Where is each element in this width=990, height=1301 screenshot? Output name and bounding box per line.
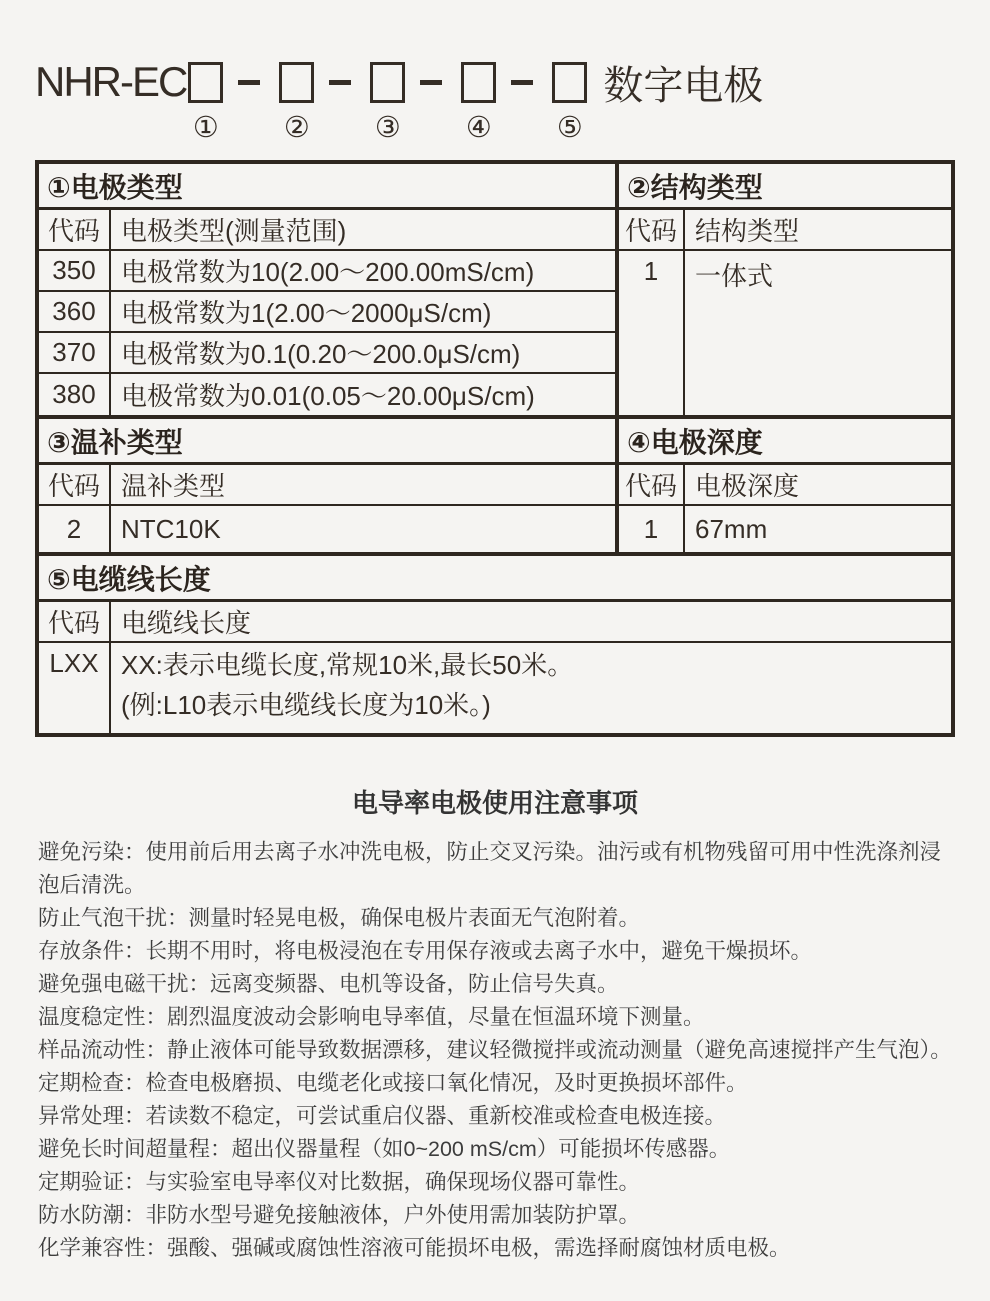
table-row [39, 643, 951, 733]
note-item: 化学兼容性：强酸、强碱或腐蚀性溶液可能损坏电极，需选择耐腐蚀材质电极。 [38, 1236, 791, 1260]
row-desc: 一体式 [695, 261, 774, 291]
model-dash-4 [511, 80, 533, 85]
model-digit-box-3 [370, 62, 405, 103]
section-electrode-depth [619, 419, 951, 552]
model-dash-1 [238, 80, 260, 85]
note-item: 防水防潮：非防水型号避免接触液体，户外使用需加装防护罩。 [38, 1203, 641, 1227]
row-code: 1 [619, 251, 685, 415]
spec-table [35, 160, 955, 737]
col-header-desc: 结构类型 [695, 216, 800, 246]
table-block-2 [39, 419, 951, 552]
table-block-1 [39, 164, 951, 415]
table-row [619, 506, 951, 552]
note-item: 避免强电磁干扰：远离变频器、电机等设备，防止信号失真。 [38, 972, 619, 996]
position-marker-1: ① [192, 111, 219, 144]
table-row [39, 292, 615, 333]
section-header-temp-compensation: ③温补类型 [39, 419, 615, 465]
note-item: 温度稳定性：剧烈温度波动会影响电导率值，尽量在恒温环境下测量。 [38, 1005, 705, 1029]
row-code: 350 [39, 251, 111, 290]
note-item: 避免污染：使用前后用去离子水冲洗电极，防止交叉污染。油污或有机物残留可用中性洗涤剂浸泡后清洗。 [38, 840, 942, 897]
col-header-desc: 电极类型(测量范围) [121, 216, 347, 246]
row-desc: 电极常数为1(2.00～2000μS/cm) [121, 298, 492, 328]
model-digit-box-5 [552, 62, 587, 103]
position-marker-3: ③ [374, 111, 401, 144]
table-row [39, 333, 615, 374]
row-code: 370 [39, 333, 111, 372]
notes-title: 电导率电极使用注意事项 [351, 788, 638, 818]
model-dash-2 [329, 80, 351, 85]
position-markers-row [35, 108, 990, 146]
row-desc: 电极常数为10(2.00～200.00mS/cm) [121, 257, 535, 287]
col-header-code: 代码 [39, 210, 111, 249]
position-marker-5: ⑤ [556, 111, 583, 144]
note-item: 样品流动性：静止液体可能导致数据漂移，建议轻微搅拌或流动测量（避免高速搅拌产生气泡）。 [38, 1038, 952, 1062]
col-header-desc: 温补类型 [121, 471, 226, 501]
section-temp-compensation [39, 419, 615, 552]
note-item: 异常处理：若读数不稳定，可尝试重启仪器、重新校准或检查电极连接。 [38, 1104, 727, 1128]
col-header-desc: 电极深度 [695, 471, 800, 501]
section-structure-type [619, 164, 951, 415]
position-marker-4: ④ [465, 111, 492, 144]
note-item: 防止气泡干扰：测量时轻晃电极，确保电极片表面无气泡附着。 [38, 906, 641, 930]
model-digit-box-1 [188, 62, 223, 103]
col-header-desc: 电缆线长度 [121, 608, 252, 638]
column-header-row [619, 210, 951, 251]
spec-sheet-page [0, 56, 990, 1301]
table-row [619, 251, 951, 415]
column-header-row [39, 210, 615, 251]
table-row [39, 374, 615, 415]
row-code: 1 [619, 506, 685, 552]
position-marker-2: ② [283, 111, 310, 144]
col-header-code: 代码 [619, 465, 685, 504]
row-desc: NTC10K [121, 513, 221, 544]
row-desc: 电极常数为0.1(0.20～200.0μS/cm) [121, 339, 521, 369]
column-header-row [39, 465, 615, 506]
col-header-code: 代码 [619, 210, 685, 249]
row-code: 360 [39, 292, 111, 331]
note-item: 定期验证：与实验室电导率仪对比数据，确保现场仪器可靠性。 [38, 1170, 641, 1194]
model-prefix: NHR-EC [35, 58, 187, 105]
model-code-line [35, 56, 990, 108]
section-header-electrode-depth: ④电极深度 [619, 419, 951, 465]
model-digit-box-2 [279, 62, 314, 103]
row-code: 380 [39, 374, 111, 415]
note-item: 定期检查：检查电极磨损、电缆老化或接口氧化情况，及时更换损坏部件。 [38, 1071, 748, 1095]
row-desc: 67mm [695, 513, 768, 544]
section-header-cable-length: ⑤电缆线长度 [39, 556, 951, 602]
note-item: 避免长时间超量程：超出仪器量程（如0~200 mS/cm）可能损坏传感器。 [38, 1137, 731, 1161]
column-header-row [39, 602, 951, 643]
col-header-code: 代码 [39, 465, 111, 504]
col-header-code: 代码 [39, 602, 111, 641]
table-row [39, 506, 615, 552]
column-header-row [619, 465, 951, 506]
model-suffix-label: 数字电极 [603, 63, 764, 108]
row-desc [111, 643, 951, 733]
note-item: 存放条件：长期不用时，将电极浸泡在专用保存液或去离子水中，避免干燥损坏。 [38, 939, 813, 963]
section-electrode-type [39, 164, 615, 415]
cable-length-desc-line1: XX:表示电缆长度,常规10米,最长50米。 [121, 650, 574, 680]
model-dash-3 [420, 80, 442, 85]
section-header-structure-type: ②结构类型 [619, 164, 951, 210]
section-header-electrode-type: ①电极类型 [39, 164, 615, 210]
table-row [39, 251, 615, 292]
row-desc: 电极常数为0.01(0.05～20.00μS/cm) [121, 381, 535, 411]
row-code: LXX [39, 643, 111, 733]
notes-list [38, 836, 954, 1265]
section-cable-length [39, 556, 951, 733]
cable-length-desc-line2: (例:L10表示电缆线长度为10米。) [121, 690, 491, 720]
model-digit-box-4 [461, 62, 496, 103]
row-code: 2 [39, 506, 111, 552]
